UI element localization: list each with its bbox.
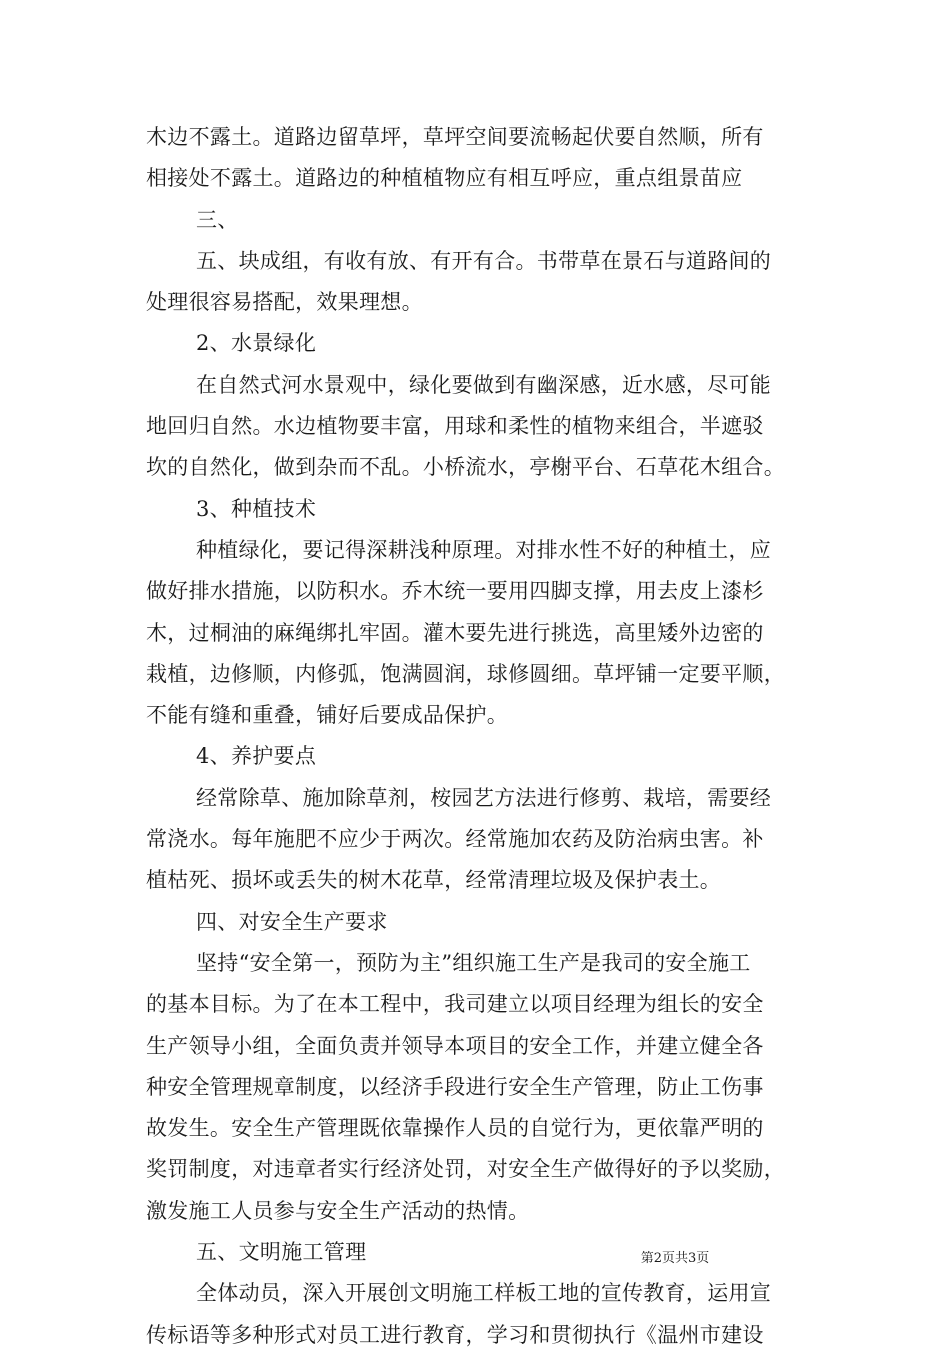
text-line: 相接处不露土。道路边的种植植物应有相互呼应，重点组景苗应 bbox=[146, 166, 743, 191]
text-line: 处理很容易搭配，效果理想。 bbox=[146, 290, 423, 315]
text-line: 激发施工人员参与安全生产活动的热情。 bbox=[146, 1198, 530, 1223]
text-line: 植枯死、损坏或丢失的树木花草，经常清理垃圾及保护表土。 bbox=[146, 868, 722, 893]
text-line: 做好排水措施，以防积水。乔木统一要用四脚支撑，用去皮上漆杉 bbox=[146, 579, 764, 604]
text-line: 在自然式河水景观中，绿化要做到有幽深感，近水感，尽可能 bbox=[196, 372, 772, 397]
text-line: 全体动员，深入开展创文明施工样板工地的宣传教育，运用宣 bbox=[196, 1281, 772, 1306]
text-line: 木边不露土。道路边留草坪，草坪空间要流畅起伏要自然顺，所有 bbox=[146, 125, 764, 149]
page-number-footer: 第2页共3页 bbox=[640, 1251, 710, 1266]
text-line: 种植绿化，要记得深耕浅种原理。对排水性不好的种植土，应 bbox=[196, 537, 772, 562]
text-line: 的基本目标。为了在本工程中，我司建立以项目经理为组长的安全 bbox=[146, 992, 764, 1017]
text-line: 奖罚制度，对违章者实行经济处罚，对安全生产做得好的予以奖励， bbox=[146, 1157, 785, 1182]
text-line: 2、水景绿化 bbox=[196, 331, 317, 356]
text-line: 栽植，边修顺，内修弧，饱满圆润，球修圆细。草坪铺一定要平顺， bbox=[146, 661, 785, 686]
text-line: 故发生。安全生产管理既依靠操作人员的自觉行为，更依靠严明的 bbox=[146, 1116, 764, 1141]
text-line: 传标语等多种形式对员工进行教育，学习和贯彻执行《温州市建设 bbox=[146, 1322, 764, 1347]
text-line: 生产领导小组，全面负责并领导本项目的安全工作，并建立健全各 bbox=[146, 1033, 764, 1058]
text-line: 地回归自然。水边植物要丰富，用球和柔性的植物来组合，半遮驳 bbox=[146, 414, 764, 439]
text-line: 五、块成组，有收有放、有开有合。书带草在景石与道路间的 bbox=[196, 248, 772, 273]
text-line: 木，过桐油的麻绳绑扎牢固。灌木要先进行挑选，高里矮外边密的 bbox=[146, 620, 764, 645]
text-line: 常浇水。每年施肥不应少于两次。经常施加农药及防治病虫害。补 bbox=[146, 827, 764, 852]
text-line: 种安全管理规章制度，以经济手段进行安全生产管理，防止工伤事 bbox=[146, 1074, 764, 1099]
text-line: 3、种植技术 bbox=[196, 496, 317, 521]
text-line: 三、 bbox=[196, 207, 239, 232]
text-line: 坚持“安全第一，预防为主”组织施工生产是我司的安全施工 bbox=[196, 950, 751, 975]
text-line: 不能有缝和重叠，铺好后要成品保护。 bbox=[146, 703, 509, 728]
document-body bbox=[146, 117, 816, 1356]
text-line: 经常除草、施加除草剂，桉园艺方法进行修剪、栽培，需要经 bbox=[196, 785, 772, 810]
text-line: 4、养护要点 bbox=[196, 744, 317, 769]
text-line: 四、对安全生产要求 bbox=[196, 909, 388, 934]
text-line: 五、文明施工管理 bbox=[196, 1240, 367, 1265]
text-line: 坎的自然化，做到杂而不乱。小桥流水，亭榭平台、石草花木组合。 bbox=[146, 455, 785, 480]
